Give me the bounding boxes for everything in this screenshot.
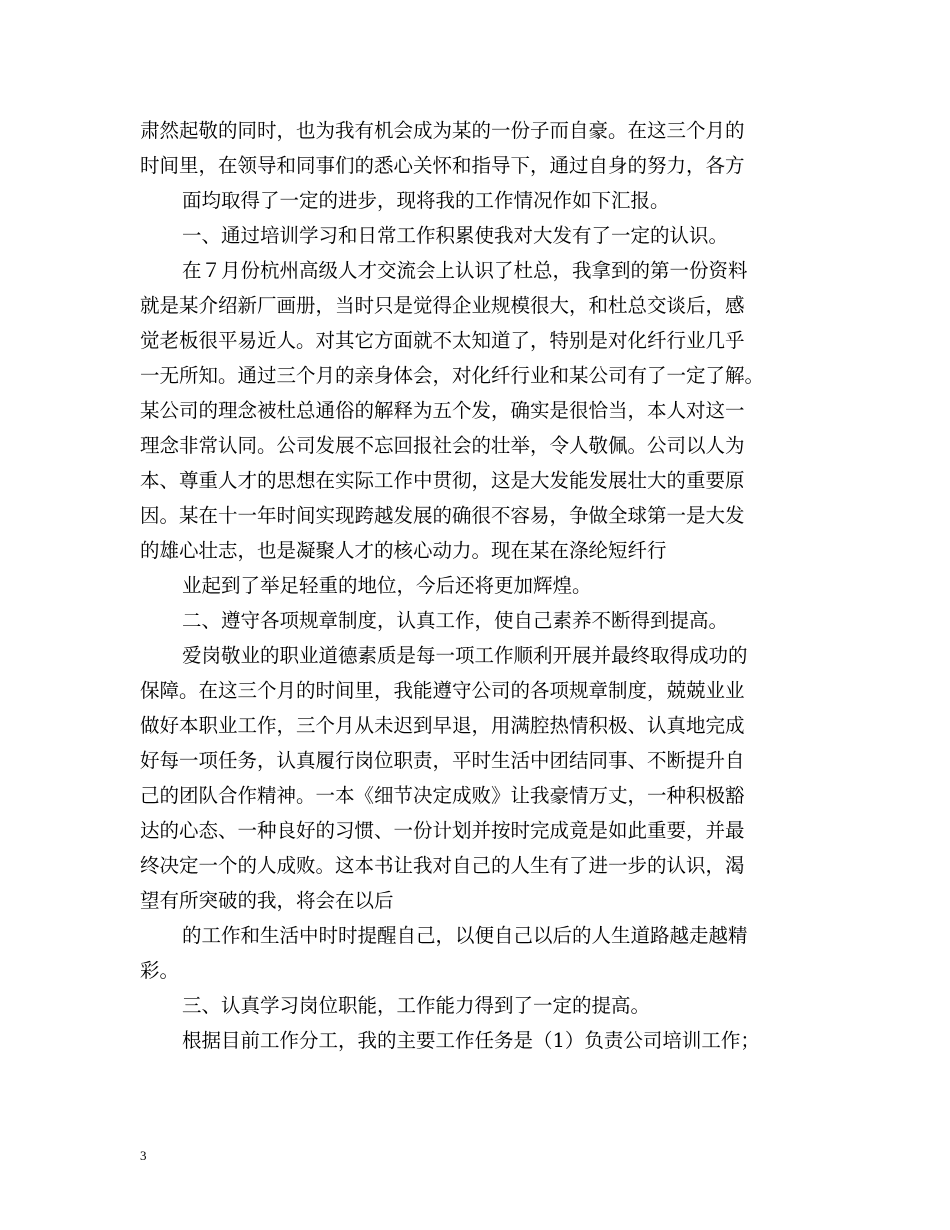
text-line: 二、遵守各项规章制度，认真工作，使自己素养不断得到提高。 <box>182 609 729 632</box>
text-line: 因。某在十一年时间实现跨越发展的确很不容易，争做全球第一是大发 <box>140 504 745 527</box>
text-line: 的工作和生活中时时提醒自己，以便自己以后的人生道路越走越精 <box>182 924 748 947</box>
body-text <box>140 113 830 1058</box>
text-line: 觉老板很平易近人。对其它方面就不太知道了，特别是对化纤行业几乎 <box>140 329 745 352</box>
text-line: 理念非常认同。公司发展不忘回报社会的壮举，令人敬佩。公司以人为 <box>140 434 745 457</box>
text-line: 己的团队合作精神。一本《细节决定成败》让我豪情万丈，一种积极豁 <box>140 784 745 807</box>
text-line: 好每一项任务，认真履行岗位职责，平时生活中团结同事、不断提升自 <box>140 749 745 772</box>
text-line: 面均取得了一定的进步，现将我的工作情况作如下汇报。 <box>182 189 670 212</box>
text-line: 业起到了举足轻重的地位，今后还将更加辉煌。 <box>182 574 592 597</box>
text-line: 望有所突破的我，将会在以后 <box>140 889 394 912</box>
text-line: 的雄心壮志，也是凝聚人才的核心动力。现在某在涤纶短纤行 <box>140 539 667 562</box>
text-line: 达的心态、一种良好的习惯、一份计划并按时完成竟是如此重要，并最 <box>140 819 745 842</box>
text-line: 保障。在这三个月的时间里，我能遵守公司的各项规章制度，兢兢业业 <box>140 679 745 702</box>
text-line: 一、通过培训学习和日常工作积累使我对大发有了一定的认识。 <box>182 224 729 247</box>
text-line: 彩。 <box>140 959 180 982</box>
text-line: 三、认真学习岗位职能，工作能力得到了一定的提高。 <box>182 994 651 1017</box>
text-line: 终决定一个的人成败。这本书让我对自己的人生有了进一步的认识，渴 <box>140 854 745 877</box>
text-line: 某公司的理念被杜总通俗的解释为五个发，确实是很恰当，本人对这一 <box>140 399 745 422</box>
text-line: 根据目前工作分工，我的主要工作任务是（1）负责公司培训工作； <box>182 1029 760 1052</box>
text-line: 做好本职业工作，三个月从未迟到早退，用满腔热情积极、认真地完成 <box>140 714 745 737</box>
text-line: 就是某介绍新厂画册，当时只是觉得企业规模很大，和杜总交谈后，感 <box>140 294 745 317</box>
text-line: 本、尊重人才的思想在实际工作中贯彻，这是大发能发展壮大的重要原 <box>140 469 745 492</box>
text-line: 时间里，在领导和同事们的悉心关怀和指导下，通过自身的努力，各方 <box>140 154 745 177</box>
text-line: 在７月份杭州高级人才交流会上认识了杜总，我拿到的第一份资料 <box>182 259 748 282</box>
text-line: 一无所知。通过三个月的亲身体会，对化纤行业和某公司有了一定了解。 <box>140 364 765 387</box>
text-line: 爱岗敬业的职业道德素质是每一项工作顺利开展并最终取得成功的 <box>182 644 748 667</box>
page-number: 3 <box>140 1148 147 1163</box>
text-line: 肃然起敬的同时，也为我有机会成为某的一份子而自豪。在这三个月的 <box>140 119 745 142</box>
